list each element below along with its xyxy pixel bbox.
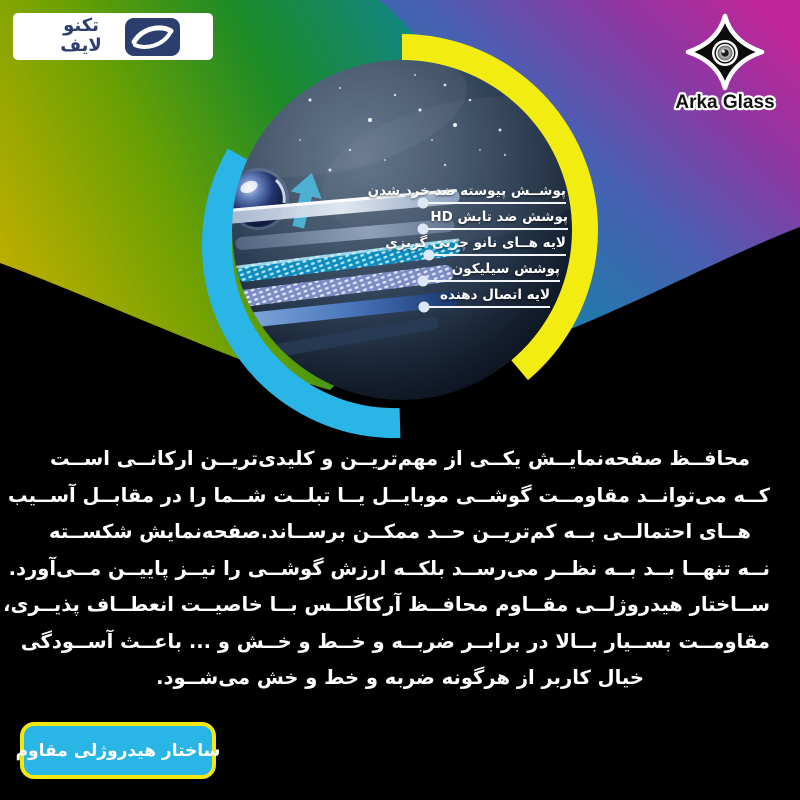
paragraph-line: کــه می‌توانــد مقاومــت گوشــی موبایــل یــا تبلــت شــما را در مقابــل آســیب	[7, 483, 770, 507]
arkaglass-logo	[655, 12, 795, 122]
arkaglass-eye-icon	[712, 40, 738, 66]
layer-label-adhesive: لایه اتصال دهنده	[439, 287, 550, 303]
technolife-logo	[13, 13, 213, 60]
technolife-line2: لایف	[60, 35, 102, 56]
arkaglass-wordmark: Arka Glass	[675, 92, 775, 113]
description-paragraph	[3, 441, 770, 697]
technolife-wordmark	[41, 16, 121, 56]
paragraph-line: مقاومــت بســیار بــالا در برابــر ضربــه و خــط و خــش و ... باعــث آســودگی	[20, 629, 770, 653]
technolife-swoosh-icon	[125, 18, 180, 56]
hydrogel-structure-button[interactable]: ساختار هیدروژلی مقاوم	[20, 722, 216, 779]
paragraph-line: خیال کاربر از هرگونه ضربه و خط و خش می‌شــود.	[156, 666, 644, 689]
layer-label-anti-shatter: پوشــش پیوسته ضد خرد شدن	[367, 183, 566, 199]
paragraph-line: هــای احتمالــی بــه کم‌تریــن حــد ممکــن برســاند.صفحه‌نمایش شکســته	[49, 520, 751, 543]
technolife-line1: تکنو	[63, 15, 99, 36]
layer-label-nano-oleophobic: لایه هــای نانو چربی گریزی	[385, 235, 566, 251]
paragraph-line: نــه تنهــا بــد بــه نظــر می‌رســد بلکــه ارزش گوشــی را نیــز پاییــن مــی‌آورد.	[8, 556, 770, 580]
paragraph-line: ســاختار هیدروژلــی مقــاوم محافــظ آرکاگلــس بــا خاصیــت انعطــاف پذیــری،	[3, 593, 770, 616]
layer-label-hd-anti-glare: پوشش ضد تابش HD	[430, 209, 568, 225]
layer-label-silicone: پوشش سیلیکون	[451, 261, 560, 277]
paragraph-line: محافــظ صفحه‌نمایــش یکــی از مهم‌تریــن و کلیدی‌تریــن ارکانــی اســت	[50, 447, 750, 470]
